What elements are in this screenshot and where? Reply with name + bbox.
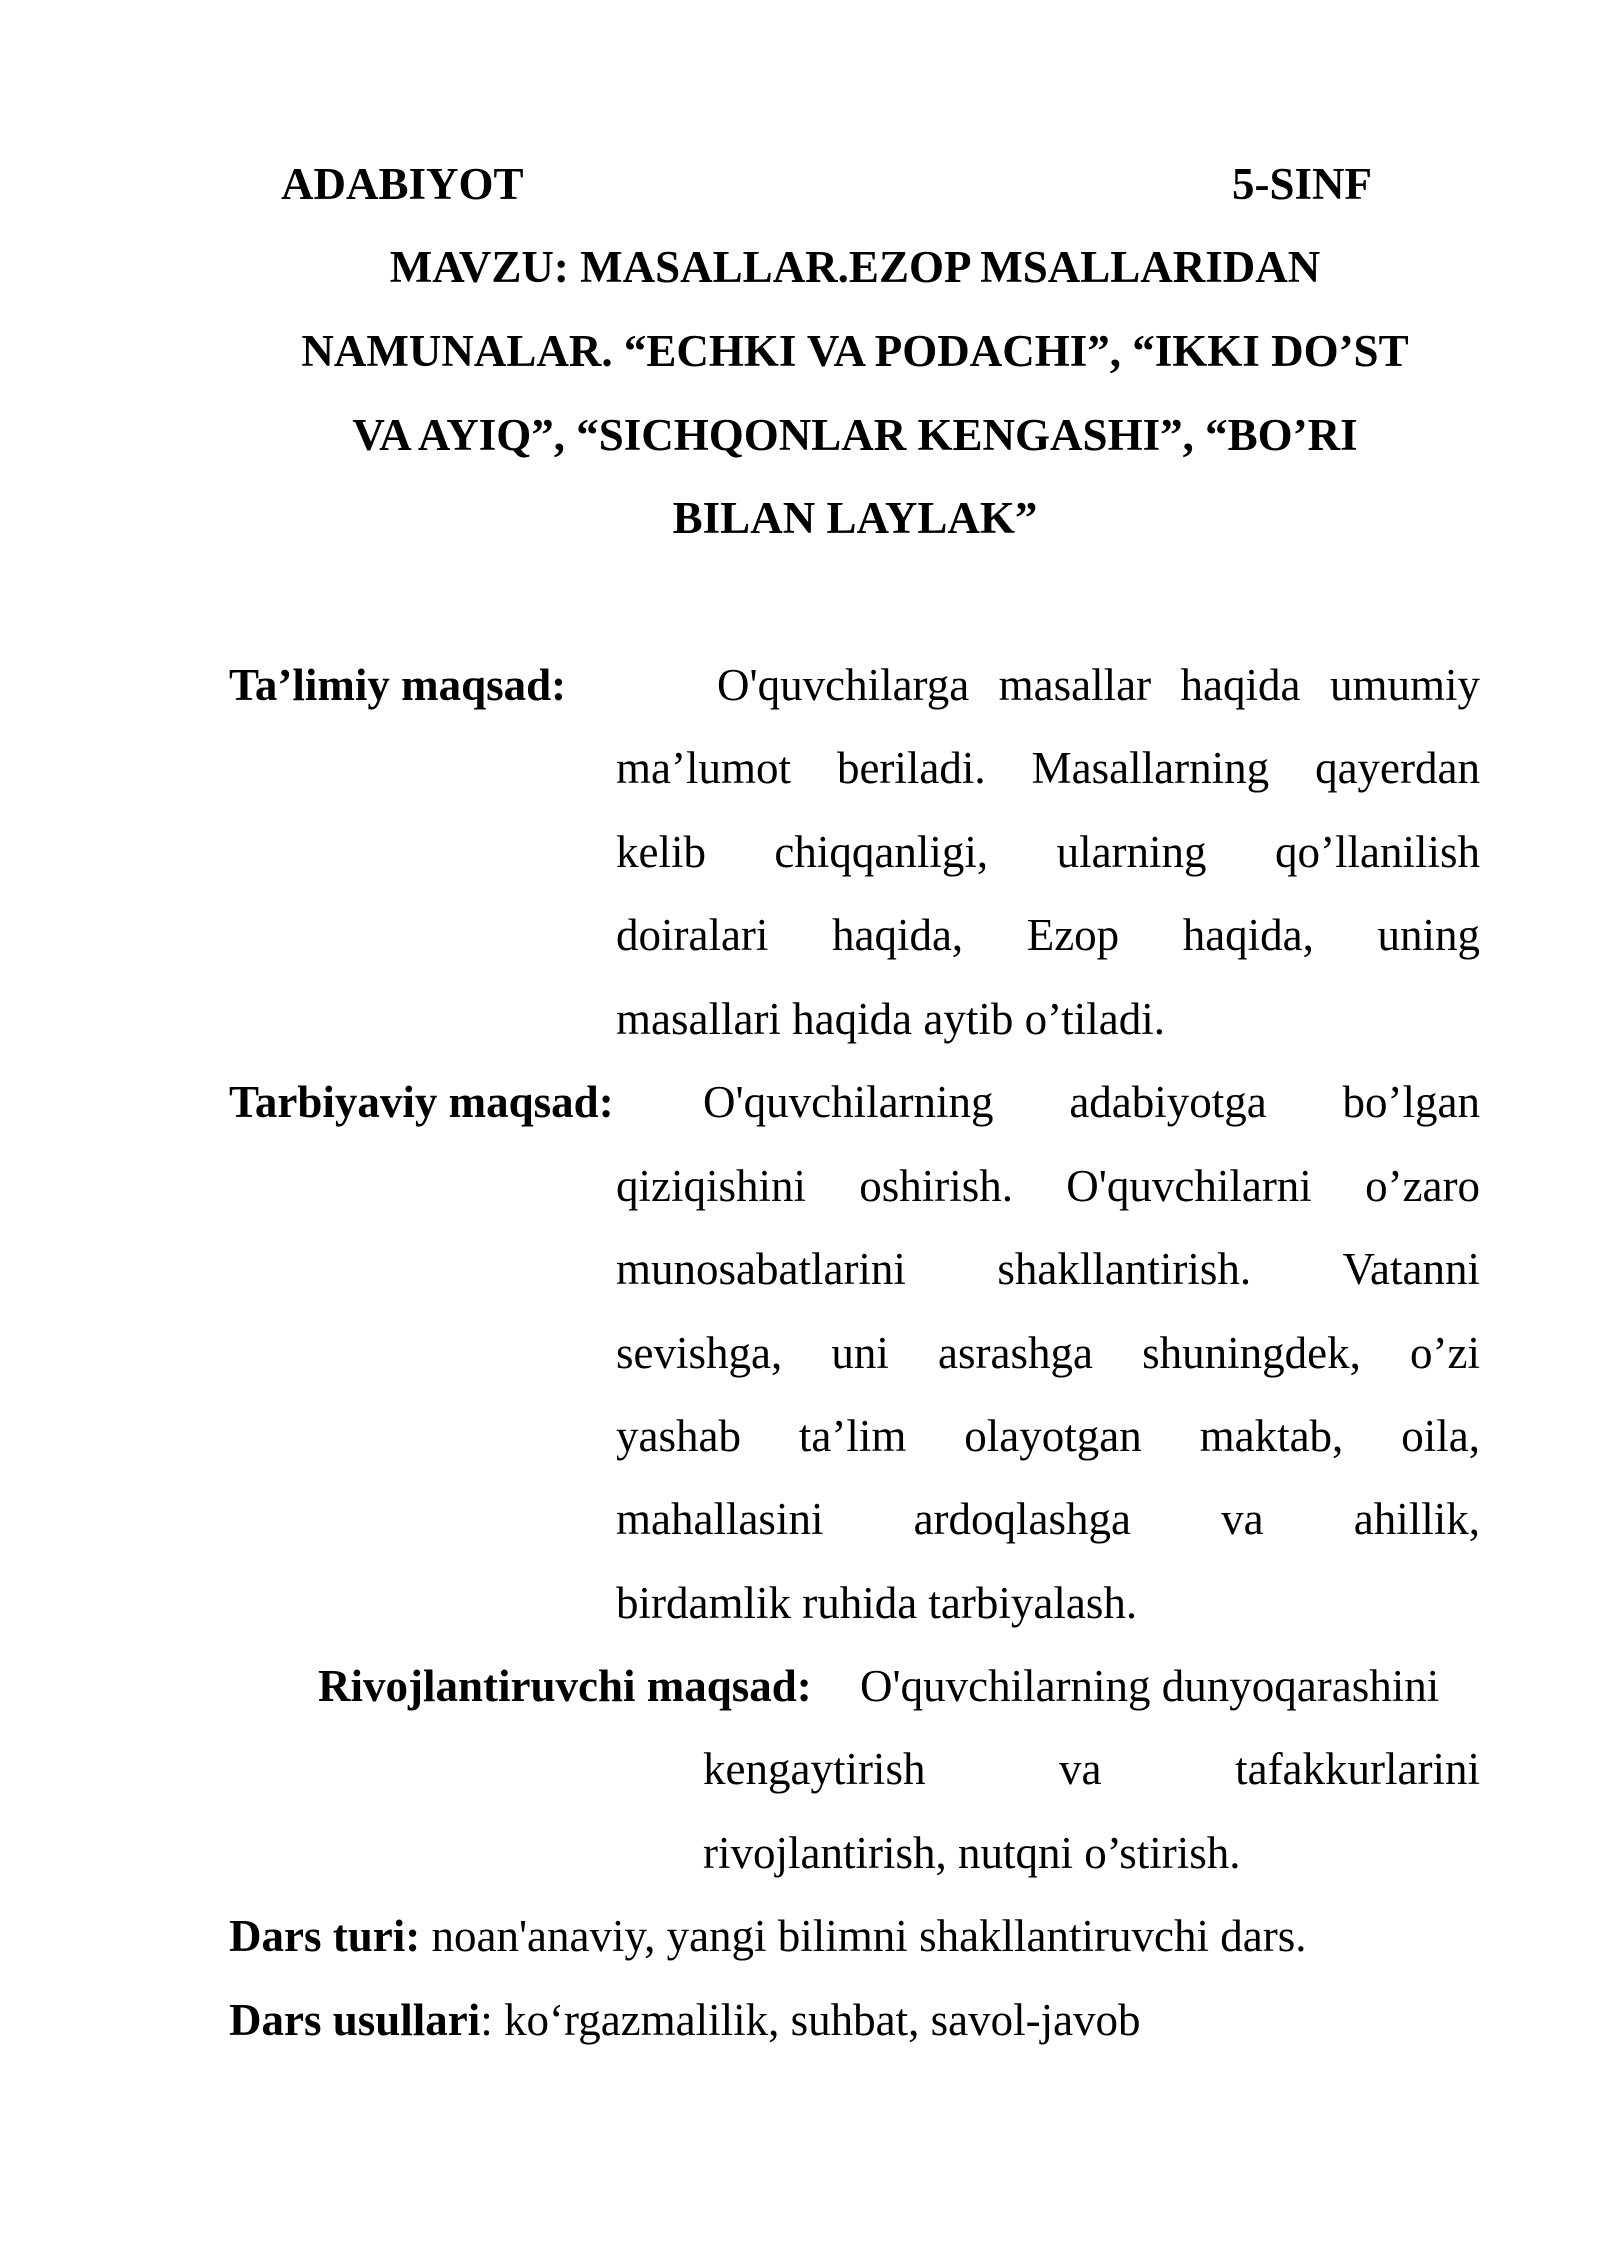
word: tafakkurlarini [1235, 1744, 1480, 1794]
word: qo’llanilish [1274, 827, 1480, 877]
word: adabiyotga [1069, 1077, 1267, 1127]
word: umumiy [1329, 660, 1480, 710]
talimiy-label: Ta’limiy maqsad: [229, 660, 567, 710]
word: uni [831, 1328, 889, 1378]
tarbiyaviy-line-3 [616, 1244, 1480, 1294]
talimiy-line-2 [616, 743, 1480, 793]
rivojlantiruvchi-line-3: rivojlantirish, nutqni o’stirish. [703, 1828, 1241, 1878]
topic-line-4: BILAN LAYLAK” [672, 493, 1038, 543]
tarbiyaviy-line-5 [616, 1411, 1480, 1461]
dars-usullari-label: Dars usullari [229, 1995, 481, 2045]
word: o’zaro [1365, 1161, 1480, 1211]
tarbiyaviy-line-4 [616, 1328, 1480, 1378]
word: va [1221, 1494, 1264, 1544]
word: Masallarning [1031, 743, 1270, 793]
rivojlantiruvchi-line-1: O'quvchilarning dunyoqarashini [860, 1661, 1440, 1711]
dars-turi-label: Dars turi: [229, 1911, 421, 1961]
word: qiziqishini [616, 1161, 806, 1211]
dars-turi-line [229, 1911, 1307, 1961]
tarbiyaviy-label: Tarbiyaviy maqsad: [229, 1077, 614, 1127]
word: chiqqanligi, [774, 827, 989, 877]
word: mahallasini [616, 1494, 824, 1544]
tarbiyaviy-line-6 [616, 1494, 1480, 1544]
word: bo’lgan [1342, 1077, 1480, 1127]
word: ardoqlashga [913, 1494, 1131, 1544]
word: O'quvchilarga [717, 660, 970, 710]
topic-line-2: NAMUNALAR. “ECHKI VA PODACHI”, “IKKI DO’ST [301, 326, 1409, 376]
talimiy-line-5: masallari haqida aytib o’tiladi. [616, 994, 1166, 1044]
word: ta’lim [798, 1411, 907, 1461]
tarbiyaviy-line-7: birdamlik ruhida tarbiyalash. [616, 1578, 1138, 1628]
word: O'quvchilarni [1066, 1161, 1312, 1211]
word: yashab [616, 1411, 741, 1461]
word: oshirish. [859, 1161, 1014, 1211]
word: munosabatlarini [616, 1244, 906, 1294]
word: uning [1377, 910, 1480, 960]
topic-line-1: MAVZU: MASALLAR.EZOP MSALLARIDAN [389, 242, 1321, 292]
word: o’zi [1410, 1328, 1480, 1378]
word: doiralari [616, 910, 769, 960]
word: ularning [1056, 827, 1207, 877]
word: Ezop [1026, 910, 1120, 960]
rivojlantiruvchi-label: Rivojlantiruvchi maqsad: [318, 1661, 812, 1711]
rivojlantiruvchi-line-2 [703, 1744, 1480, 1794]
word: shakllantirish. [997, 1244, 1252, 1294]
word: Vatanni [1342, 1244, 1480, 1294]
word: beriladi. [836, 743, 986, 793]
word: kelib [616, 827, 706, 877]
word: ma’lumot [616, 743, 791, 793]
talimiy-line-1 [717, 660, 1480, 710]
subject-label: ADABIYOT [281, 159, 524, 209]
dars-usullari-line [229, 1995, 1141, 2045]
word: shuningdek, [1142, 1328, 1361, 1378]
talimiy-line-4 [616, 910, 1480, 960]
word: O'quvchilarning [703, 1077, 994, 1127]
word: maktab, [1199, 1411, 1344, 1461]
word: haqida [1180, 660, 1301, 710]
word: kengaytirish [703, 1744, 926, 1794]
topic-line-3: VA AYIQ”, “SICHQONLAR KENGASHI”, “BO’RI [352, 410, 1358, 460]
word: haqida, [831, 910, 964, 960]
word: asrashga [938, 1328, 1093, 1378]
tarbiyaviy-line-1 [703, 1077, 1480, 1127]
dars-turi-value: noan'anaviy, yangi bilimni shakllantiruvchi dars. [420, 1911, 1307, 1961]
word: qayerdan [1315, 743, 1480, 793]
tarbiyaviy-line-2 [616, 1161, 1480, 1211]
dars-usullari-value: : ko‘rgazmalilik, suhbat, savol-javob [480, 1995, 1141, 2045]
grade-label: 5-SINF [1232, 159, 1373, 209]
word: haqida, [1182, 910, 1314, 960]
word: va [1059, 1744, 1102, 1794]
word: olayotgan [964, 1411, 1142, 1461]
word: masallar [998, 660, 1152, 710]
word: ahillik, [1353, 1494, 1480, 1544]
word: oila, [1401, 1411, 1480, 1461]
talimiy-line-3 [616, 827, 1480, 877]
word: sevishga, [616, 1328, 783, 1378]
